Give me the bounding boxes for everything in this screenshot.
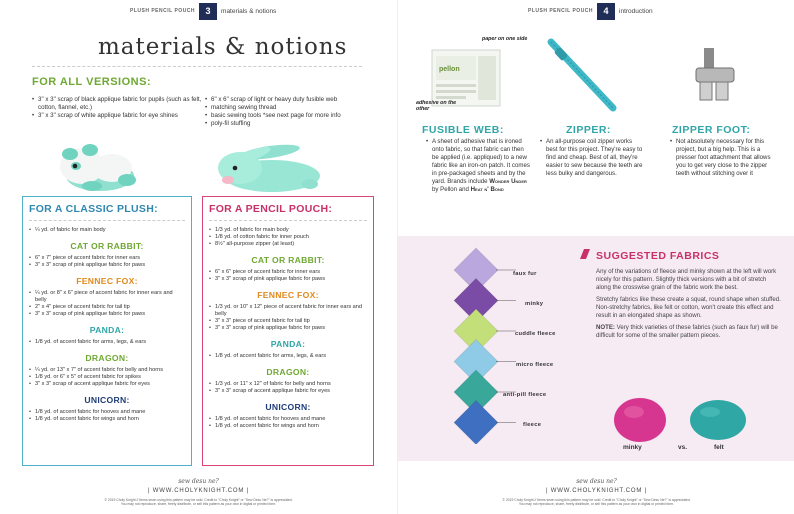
fusible-text-a: A sheet of adhesive that is ironed onto fabric, so that fabric can then be applied (i.e. appliqued) to a new fabric like an iron-on patch. It comes in pre-packaged sheets and by the yard. Brands include [432, 138, 530, 185]
vs-label: vs. [678, 444, 688, 451]
note-paragraph [596, 324, 782, 340]
panda-list [29, 339, 185, 346]
list-item: • 1/8 yd. or 6" x 5" of accent fabric for spikes [29, 374, 185, 381]
unicorn-list [29, 409, 185, 423]
list-item: • 1/8 yd. of accent fabric for hooves and mane [29, 409, 185, 416]
paper-callout: paper on one side [482, 36, 528, 42]
list-item: • poly-fil stuffing [205, 120, 380, 128]
fabric-swatch [454, 401, 498, 445]
list-item: • An all-purpose coil zipper works best for this project. They're easy to find and cheap. Best of all, they're easier to sew because the teeth are less bulky and dangerous. [540, 138, 645, 178]
list-item: • matching sewing thread [205, 104, 380, 112]
zipper-foot-text [670, 138, 775, 178]
unicorn-heading: UNICORN: [84, 395, 130, 405]
all-versions-heading: FOR ALL VERSIONS: [32, 76, 152, 88]
dragon-heading: DRAGON: [266, 367, 310, 377]
copyright-line: You may not reproduce, share, freely distribute, or sell this pattern as your own in digital or printed form. [518, 502, 675, 507]
unicorn-list [209, 416, 367, 430]
list-item: • Not absolutely necessary for this project, but a big help. This is a presser foot attachment that allows you to get very close to the zipper teeth without stitching over it [670, 138, 775, 178]
zipper-title: ZIPPER: [566, 124, 611, 136]
suggested-fabrics-title: SUGGESTED FABRICS [596, 250, 720, 262]
box-title: FOR A CLASSIC PLUSH: [29, 203, 158, 215]
footer-copyright [398, 498, 794, 507]
list-item: • 3" x 3" scrap of white applique fabric for eye shines [32, 112, 202, 120]
cat-rabbit-list [29, 255, 185, 269]
base-list [209, 227, 367, 248]
swatch-label-micro-fleece: micro fleece [516, 362, 554, 368]
list-item: • 2" x 4" piece of accent fabric for tail tip [29, 304, 185, 311]
list-item: • 6" x 7" piece of accent fabric for inner ears [29, 255, 185, 262]
fennec-fox-heading: FENNEC FOX: [257, 290, 319, 300]
list-item: • 3" x 3" scrap of accent applique fabric for eyes [209, 388, 367, 395]
swatch-label-fleece: fleece [523, 422, 542, 428]
unicorn-heading: UNICORN: [265, 402, 311, 412]
cat-rabbit-heading: CAT OR RABBIT: [70, 241, 144, 251]
panda-heading: PANDA: [89, 325, 125, 335]
pencil-pouch-box [202, 196, 374, 466]
adhesive-callout: adhesive on the other [416, 100, 457, 112]
base-list [29, 227, 185, 234]
pellon-brand: pellon [439, 66, 460, 73]
list-item: • 3" x 3" scrap of pink applique fabric for paws [29, 311, 185, 318]
footer-copyright [0, 498, 397, 507]
felt-label: felt [714, 444, 724, 451]
fennec-fox-list [29, 290, 185, 318]
page-title: materials & notions [98, 34, 348, 60]
fennec-fox-list [209, 304, 367, 332]
header-title: PLUSH PENCIL POUCH [528, 8, 594, 14]
list-item: • 3" x 3" scrap of accent applique fabric for eyes [29, 381, 185, 388]
list-item: • ¼ yd. of fabric for main body [29, 227, 185, 234]
title-divider [32, 66, 362, 67]
dragon-list [209, 381, 367, 395]
list-item: • 1/8 yd. of accent fabric for wings and horn [29, 416, 185, 423]
dragon-list [29, 367, 185, 388]
list-item: • 1/8 yd. of accent fabric for wings and horn [209, 423, 367, 430]
list-item: • 3" x 3" scrap of pink applique fabric for paws [29, 262, 185, 269]
note-label: NOTE: [596, 324, 615, 331]
brand-heat-n-bond: Heat n' Bond [470, 186, 504, 193]
zipper-foot-image [680, 40, 750, 112]
list-item: • 1/8 yd. of accent fabric for arms, legs, & ears [29, 339, 185, 346]
all-versions-list-2 [205, 96, 380, 128]
list-item: • 1/8 yd. of accent fabric for hooves and mane [209, 416, 367, 423]
brand-wonder-under: Wonder Under [489, 178, 527, 185]
list-item: • basic sewing tools *see next page for more info [205, 112, 380, 120]
list-item [426, 138, 531, 194]
paragraph: Any of the variations of fleece and minky shown at the left will work nicely for this pattern. Slightly thick versions with a bit of stretch along the crosswise grain of the fabric work the best. [596, 268, 777, 291]
page-number: 4 [597, 3, 615, 20]
copyright-line: © 2019 Choly Knight // Items sewn using this pattern may be sold. Credit to "Choly Knight" or "Sew Desu Ne?" is appreciated. [104, 498, 293, 502]
copyright-line: © 2019 Choly Knight // Items sewn using this pattern may be sold. Credit to "Choly Knight" or "Sew Desu Ne?" is appreciated. [502, 498, 691, 502]
all-versions-list-1 [32, 96, 202, 120]
header-section: materials & notions [221, 7, 277, 15]
cat-rabbit-list [209, 269, 367, 283]
list-item: • 1/3 yd. or 10" x 12" piece of accent fabric for inner ears and belly [209, 304, 367, 318]
fusible-text-b: by Pellon and [432, 186, 471, 193]
page-header [130, 3, 276, 19]
suggested-fabrics-text [596, 268, 782, 344]
divider [29, 220, 185, 221]
list-item: • 8½" all-purpose zipper (at least) [209, 241, 367, 248]
cat-rabbit-heading: CAT OR RABBIT: [251, 255, 325, 265]
bunny-plush-image [210, 140, 330, 195]
list-item: • 3" x 3" scrap of pink applique fabric for paws [209, 276, 367, 283]
list-item: • 3" x 3" scrap of pink applique fabric for paws [209, 325, 367, 332]
header-title: PLUSH PENCIL POUCH [130, 8, 196, 14]
panda-heading: PANDA: [270, 339, 306, 349]
minky-label: minky [623, 444, 642, 451]
dragon-heading: DRAGON: [85, 353, 129, 363]
fabric-swatches [438, 244, 518, 444]
header-section: introduction [619, 7, 653, 15]
panda-list [209, 353, 367, 360]
right-page [397, 0, 794, 514]
list-item: • 1/3 yd. or 11" x 12" of fabric for belly and horns [209, 381, 367, 388]
list-item: • 1/8 yd. of accent fabric for arms, legs, & ears [209, 353, 367, 360]
swatch-label-anti-pill-fleece: anti-pill fleece [503, 392, 547, 398]
footer-brand: sew desu ne? [576, 478, 617, 485]
box-title: FOR A PENCIL POUCH: [209, 203, 333, 215]
fusible-web-text [426, 138, 531, 194]
page-number: 3 [199, 3, 217, 20]
footer-site-link[interactable]: | WWW.CHOLYKNIGHT.COM | [147, 488, 250, 494]
list-item: • 1/3 yd. of fabric for main body [209, 227, 367, 234]
copyright-line: You may not reproduce, share, freely distribute, or sell this pattern as your own in digital or printed form. [120, 502, 277, 507]
fabric-spool-icon [578, 247, 592, 261]
note-text: Very thick varieties of these fabrics (such as faux fur) will be difficult for some of the smaller pattern pieces. [596, 324, 778, 339]
list-item: • ¼ yd. or 8" x 6" piece of accent fabric for inner ears and belly [29, 290, 185, 304]
page-footer [0, 478, 397, 507]
zipper-image [543, 36, 623, 116]
swatch-label-faux-fur: faux fur [513, 271, 537, 277]
list-item: • 1/8 yd. of cotton fabric for inner pouch [209, 234, 367, 241]
list-item: • ¼ yd. or 13" x 7" of accent fabric for belly and horns [29, 367, 185, 374]
page-header [528, 3, 653, 19]
zipper-foot-title: ZIPPER FOOT: [672, 124, 751, 136]
footer-site-link[interactable]: | WWW.CHOLYKNIGHT.COM | [545, 488, 648, 494]
fusible-web-title: FUSIBLE WEB: [422, 124, 504, 136]
paragraph: Stretchy fabrics like these create a squat, round shape when stuffed. Non-stretchy fabrics, like felt or cotton, won't create this effect and result in an elongated shape as shown. [596, 296, 781, 319]
zipper-text [540, 138, 645, 178]
fennec-fox-heading: FENNEC FOX: [76, 276, 138, 286]
panda-plush-image [52, 138, 142, 193]
list-item: • 6" x 6" piece of accent fabric for inner ears [209, 269, 367, 276]
swatch-label-cuddle-fleece: cuddle fleece [515, 331, 556, 337]
list-item: • 6" x 6" scrap of light or heavy duty fusible web [205, 96, 380, 104]
list-item: • 3" x 3" piece of accent fabric for tail tip [209, 318, 367, 325]
minky-vs-felt-image [608, 392, 758, 446]
swatch-label-minky: minky [525, 301, 544, 307]
list-item: • 3" x 3" scrap of black applique fabric for pupils (such as felt, cotton, flannel, etc.) [32, 96, 202, 112]
divider [209, 220, 367, 221]
classic-plush-box [22, 196, 192, 466]
page-footer [398, 478, 794, 507]
footer-brand: sew desu ne? [178, 478, 219, 485]
